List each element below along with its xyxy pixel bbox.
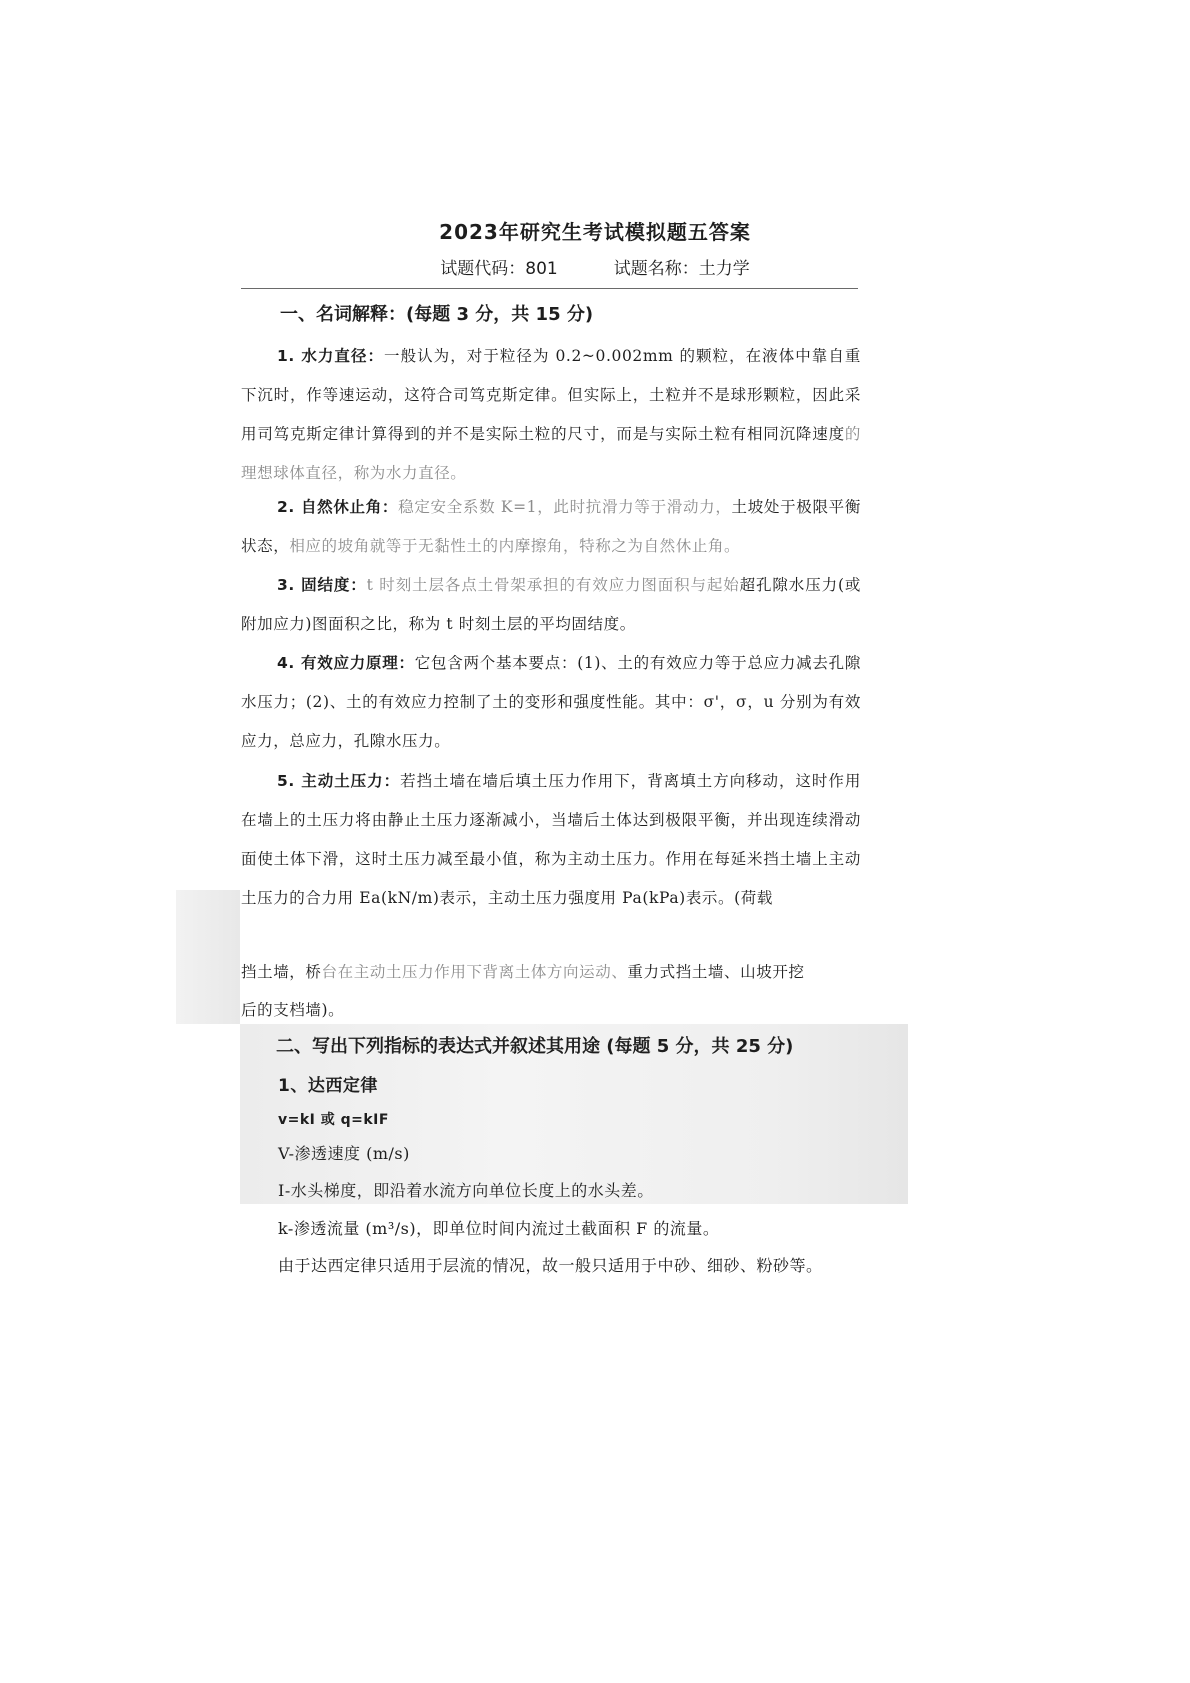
scan-shadow [176,890,240,1024]
definition-term: 5. 主动土压力： [277,772,401,790]
definition-text-faded: 稳定安全系数 K=1，此时抗滑力等于滑动力， [398,498,732,516]
continuation-line [241,960,805,982]
exam-code: 试题代码：801 [440,259,558,279]
continuation-last-line: 后的支档墙)。 [241,1001,345,1019]
definition-text-faded: 相应的坡角就等于无黏性土的内摩擦角，特称之为自然休止角。 [289,537,741,555]
darcy-line-flow: k-渗透流量 (m³/s)，即单位时间内流过土截面积 F 的流量。 [278,1219,720,1238]
definition-item-3 [241,566,861,644]
darcy-line-usage: 由于达西定律只适用于层流的情况，故一般只适用于中砂、细砂、粉砂等。 [278,1256,823,1275]
definition-text: 土坡处于极限平衡状态， [241,498,861,555]
definition-text: 超孔隙水压力(或附加应力)图面积之比，称为 t 时刻土层的平均固结度。 [241,576,861,633]
darcy-line-gradient: I-水头梯度，即沿着水流方向单位长度上的水头差。 [278,1181,654,1200]
darcy-law-title: 1、达西定律 [278,1076,378,1096]
continuation-text: 挡土墙，桥 [241,963,322,981]
document-title: 2023年研究生考试模拟题五答案 [439,220,751,244]
definition-item-5 [241,762,861,918]
darcy-line-velocity: V-渗透速度 (m/s) [278,1144,410,1163]
definition-item-4 [241,644,861,761]
definition-term: 3. 固结度： [277,576,367,594]
definition-text: 一般认为，对于粒径为 0.2~0.002mm 的颗粒，在液体中靠自重下沉时，作等速运动，这符合司笃克斯定律。但实际上，土粒并不是球形颗粒，因此采用司笃克斯定律计算得到的并不是实际土粒的尺寸，而是与实际土粒有相同沉降速度 [241,347,861,443]
section2-heading: 二、写出下列指标的表达式并叙述其用途 (每题 5 分，共 25 分) [276,1036,794,1057]
darcy-formula: v=kI 或 q=kIF [278,1112,389,1128]
exam-name: 试题名称：土力学 [613,259,750,279]
continuation-text-faded: 台在主动土压力作用下背离土体方向运动、 [321,963,628,981]
definition-text-faded: 的理想球体直径，称为水力直径。 [241,425,861,482]
definition-item-1 [241,337,861,493]
continuation-text: 重力式挡土墙、山坡开挖 [627,963,805,981]
definition-text: 它包含两个基本要点：(1)、土的有效应力等于总应力减去孔隙水压力；(2)、土的有效应力控制了土的变形和强度性能。其中：σ'，σ，u 分别为有效应力，总应力，孔隙水压力。 [241,654,861,750]
definition-text-faded: t 时刻土层各点土骨架承担的有效应力图面积与起始 [366,576,740,594]
definition-item-2 [241,488,861,566]
document-subtitle [0,254,1190,279]
definition-text: 若挡土墙在墙后填土压力作用下，背离填土方向移动，这时作用在墙上的土压力将由静止土压力逐渐减小，当墙后土体达到极限平衡，并出现连续滑动面使土体下滑，这时土压力减至最小值，称为主动土压力。作用在每延米挡土墙上主动土压力的合力用 Ea(kN/m)表示，主动土压力强度用 Pa(kPa)表示。(荷载 [241,772,861,907]
definition-term: 2. 自然休止角： [277,498,399,516]
section1-heading: 一、名词解释：(每题 3 分，共 15 分) [280,304,594,325]
header-divider [241,288,858,289]
definition-term: 4. 有效应力原理： [277,654,415,672]
definition-term: 1. 水力直径： [277,347,385,365]
